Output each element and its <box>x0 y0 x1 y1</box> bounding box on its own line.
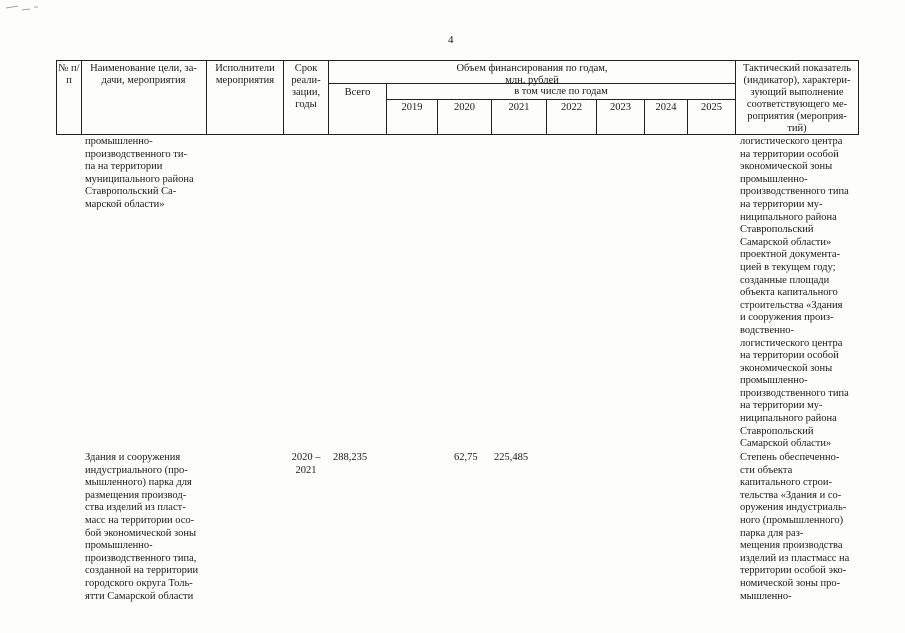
header-year-2022: 2022 <box>561 102 582 113</box>
row1-name: промышленно- производственного ти- па на территории муниципального района Ставропольский Са- марской области» <box>85 136 194 210</box>
row2-indicator: Степень обеспеченно- сти объекта капитального строи- тельства «Здания и со- оружения индустриаль- ного (промышленного) парка для раз- мещения производства изделий из пластмасс на территории особой эко- номической зоны про- мышленно- <box>740 452 850 602</box>
header-executors: Исполнители мероприятия <box>215 63 275 86</box>
page-number: 4 <box>448 34 454 46</box>
header-year-2021: 2021 <box>508 102 530 113</box>
header-total: Всего <box>344 87 371 98</box>
row2-year-2020: 62,75 <box>454 452 478 463</box>
header-num: № п/п <box>58 63 80 86</box>
header-term: Срок реали- зации, годы <box>291 63 321 110</box>
header-year-2025: 2025 <box>701 102 722 113</box>
row2-name: Здания и сооружения индустриального (про- мышленного) парка для размещения производ- ства изделий из пласт- масс на территории осо- бой экономической зоны промышленно- производственного типа, созданной на территории городского округа Толь- ятти Самарской области <box>85 452 199 602</box>
header-year-2023: 2023 <box>610 102 631 113</box>
header-year-2019: 2019 <box>401 102 423 113</box>
scan-artifact-icon <box>4 2 64 16</box>
row2-year-2021: 225,485 <box>494 452 529 463</box>
header-year-2020: 2020 <box>454 102 475 113</box>
header-funding: Объем финансирования по годам, млн. рублей <box>456 63 608 86</box>
row1-indicator: логистического центра на территории особой экономической зоны промышленно- производственного типа на территории му- ниципального района Ставропольский Самарской области» проектной документа- цией в текущем году; созданные площади объекта капитального строительства «Здания и сооружения произ- водственно- логистического центра на территории особой экономической зоны промышленно- производственного типа на территории му- ниципального района Ставропольский Самарской области» <box>740 136 849 450</box>
header-year-2024: 2024 <box>655 102 677 113</box>
header-indicator: Тактический показатель (индикатор), характери- зующий выполнение соответствующего ме- роприятия (мероприя- тий) <box>742 63 852 134</box>
row2-total: 288,235 <box>333 452 368 463</box>
header-name: Наименование цели, за- дачи, мероприятия <box>90 63 197 86</box>
header-by-years: в том числе по годам <box>514 86 608 97</box>
row2-term: 2020 – 2021 <box>291 452 321 476</box>
